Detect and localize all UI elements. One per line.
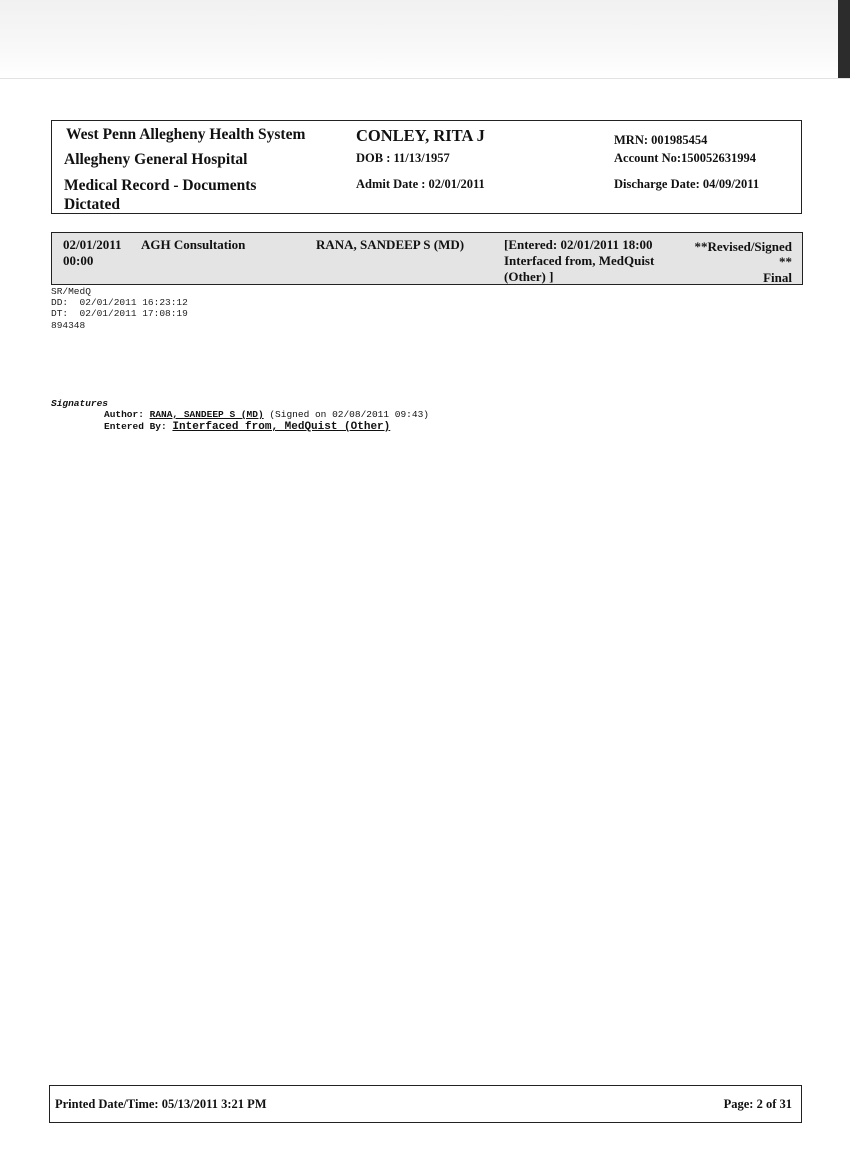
- transcribed-datetime: DT: 02/01/2011 17:08:19: [51, 308, 188, 319]
- discharge-date: Discharge Date: 04/09/2011: [614, 177, 760, 191]
- encounter-date: 02/01/2011: [63, 237, 122, 252]
- account-number: Account No:150052631994: [614, 151, 757, 165]
- entered-by-value: Interfaced from, MedQuist (Other): [172, 421, 391, 433]
- dictated-datetime: DD: 02/01/2011 16:23:12: [51, 297, 188, 308]
- patient-dob: DOB : 11/13/1957: [356, 151, 450, 165]
- entered-source: Interfaced from, MedQuist: [504, 253, 655, 268]
- encounter-time: 00:00: [63, 253, 94, 268]
- entered-by-label: Entered By:: [104, 421, 167, 432]
- record-type-cont: Dictated: [64, 196, 120, 213]
- entered-source-cont: (Other) ]: [504, 269, 554, 284]
- hospital-name: Allegheny General Hospital: [64, 151, 248, 168]
- encounter-row: [51, 232, 803, 285]
- document-footer: [49, 1085, 802, 1123]
- job-number: 894348: [51, 320, 86, 331]
- record-type: Medical Record - Documents: [64, 177, 257, 194]
- entered-by-signature: [104, 421, 390, 433]
- author-label: Author:: [104, 409, 144, 420]
- mrn: MRN: 001985454: [614, 133, 708, 147]
- page-number: Page: 2 of 31: [723, 1097, 792, 1111]
- printed-datetime: Printed Date/Time: 05/13/2011 3:21 PM: [55, 1097, 267, 1111]
- transcriber-id: SR/MedQ: [51, 286, 91, 297]
- entered-info: [Entered: 02/01/2011 18:00: [504, 237, 653, 252]
- status-stars: **: [779, 254, 792, 269]
- scan-edge-shadow: [838, 0, 850, 78]
- org-name: West Penn Allegheny Health System: [66, 126, 306, 143]
- status-final: Final: [763, 270, 792, 285]
- document-header: [51, 120, 802, 214]
- status-revised-signed: **Revised/Signed: [694, 239, 792, 254]
- document-type: AGH Consultation: [141, 237, 246, 252]
- author-name: RANA, SANDEEP S (MD): [149, 409, 264, 420]
- patient-name: CONLEY, RITA J: [356, 126, 485, 145]
- author-signature: [104, 409, 429, 421]
- scan-top-margin: [0, 0, 850, 79]
- provider-name: RANA, SANDEEP S (MD): [316, 237, 465, 252]
- admit-date: Admit Date : 02/01/2011: [356, 177, 485, 191]
- author-signed-date: (Signed on 02/08/2011 09:43): [269, 409, 429, 420]
- signatures-heading: Signatures: [51, 398, 109, 409]
